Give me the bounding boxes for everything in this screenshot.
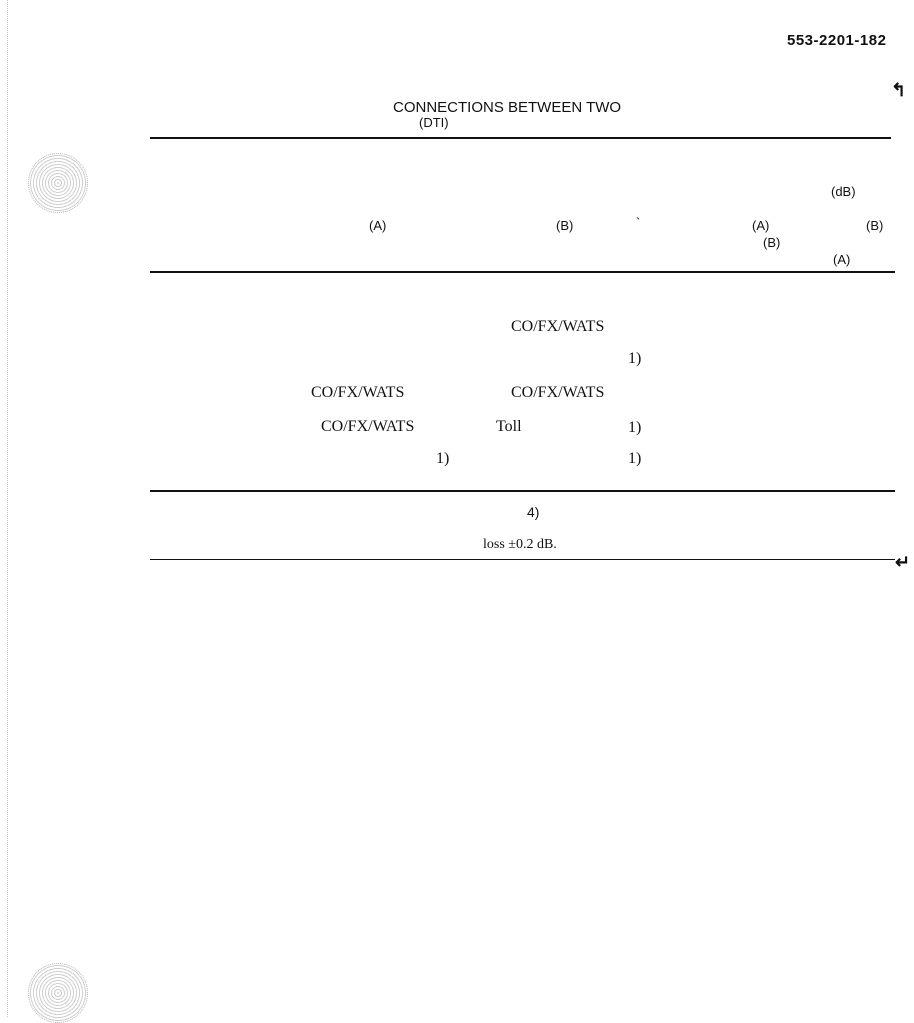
header-unit: (dB) [831,184,856,199]
row4-col-a: CO/FX/WATS [321,418,415,435]
header-col-b: (B) [556,218,574,233]
header-b-to: (B) [763,235,781,250]
table-subtitle: (DTI) [419,115,449,130]
table-bottom-rule [150,490,895,492]
header-col-a: (A) [369,218,387,233]
header-loss-a: (A) [752,218,770,233]
header-tick-mark: ` [636,215,641,230]
footnote-marker: 4) [527,504,540,520]
row4-note: 1) [628,419,642,436]
binder-hole-bottom [28,963,88,1023]
table-header-rule [150,271,895,273]
header-a-to: (A) [833,252,851,267]
row3-col-b: CO/FX/WATS [511,384,605,401]
row1-col-b: CO/FX/WATS [511,318,605,335]
page-number: 553-2201-182 [787,32,887,49]
binder-hole-top [28,153,88,213]
row5-note: 1) [628,450,642,467]
table-top-rule [150,137,891,139]
change-bar-top-icon: ↰ [891,80,907,100]
table-title: CONNECTIONS BETWEEN TWO [393,99,622,116]
change-bar-bottom-icon: ↵ [895,552,911,572]
row4-col-b: Toll [496,418,522,435]
header-loss-b: (B) [866,218,884,233]
footnote-rule [150,559,895,560]
row5-col-a-note: 1) [436,450,450,467]
row2-note: 1) [628,350,642,367]
row3-col-a: CO/FX/WATS [311,384,405,401]
footnote-text: loss ±0.2 dB. [483,537,557,552]
left-margin-dotted-edge [7,0,8,1017]
